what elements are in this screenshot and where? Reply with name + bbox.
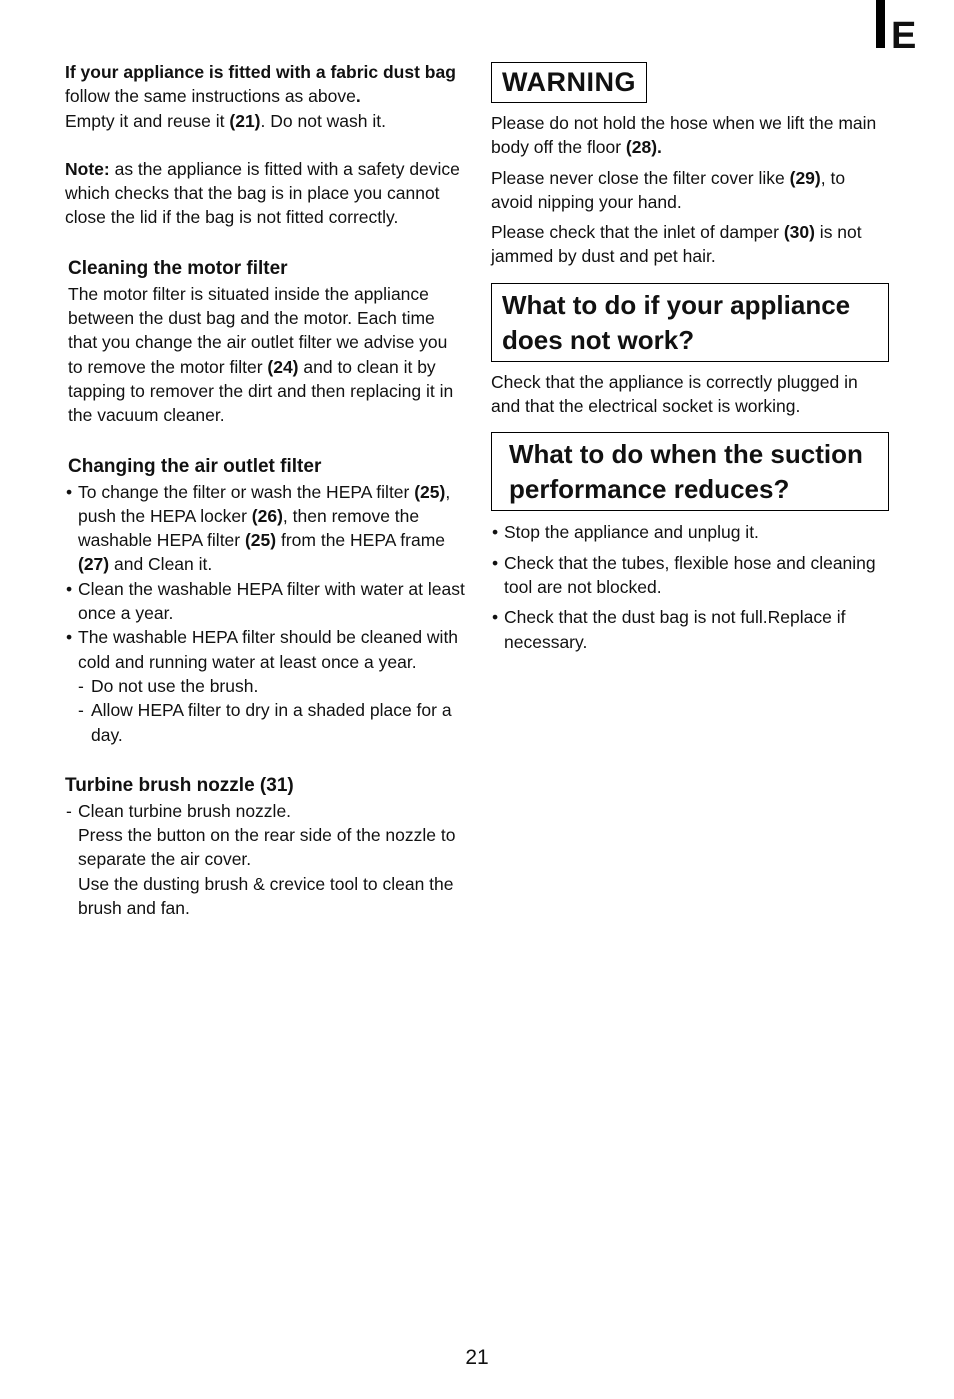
left-column	[65, 60, 465, 920]
fabric-bag-paragraph: If your appliance is fitted with a fabric dust bag follow the same instructions as above. Empty it and reuse it (21). Do not wash it.	[65, 62, 456, 131]
not-work-text: Check that the appliance is correctly plugged in and that the electrical socket is working.	[491, 371, 858, 417]
air-outlet-section	[65, 454, 465, 747]
section-tab-bar	[876, 0, 885, 48]
suction-list	[491, 520, 889, 653]
page-number: 21	[465, 1346, 489, 1369]
note-paragraph: Note: as the appliance is fitted with a safety device which checks that the bag is in place you cannot close the lid if the bag is not fitted correctly.	[65, 158, 460, 228]
list-item: • The washable HEPA filter should be cleaned with cold and running water at least once a year.	[65, 625, 465, 674]
motor-filter-section	[65, 256, 465, 428]
fabric-bag-bold: If your appliance is fitted with a fabric dust bag	[65, 62, 456, 82]
warning-paragraph-2: Please never close the filter cover like (29), to avoid nipping your hand.	[491, 167, 846, 212]
list-item: • To change the filter or wash the HEPA filter (25), push the HEPA locker (26), then remove the washable HEPA filter (25) from the HEPA frame (27) and Clean it.	[65, 480, 465, 577]
ref-30: (30)	[783, 222, 815, 243]
ref-24: (24)	[267, 356, 299, 377]
right-column	[491, 62, 889, 654]
turbine-text: - Clean turbine brush nozzle. Press the button on the rear side of the nozzle to separate the air cover. Use the dusting brush & crevice tool to clean the brush and fan.	[66, 800, 456, 919]
turbine-section	[65, 773, 465, 920]
turbine-heading: Turbine brush nozzle (31)	[65, 774, 294, 796]
motor-filter-heading: Cleaning the motor filter	[68, 257, 288, 279]
list-item: • Stop the appliance and unplug it.	[491, 520, 889, 544]
ref-21: (21)	[229, 110, 261, 131]
motor-filter-text: The motor filter is situated inside the appliance between the dust bag and the motor. Each time that you change the air outlet filter we advise you to remove the motor filter (24) and to clean it by tapping to remover the dirt and then replacing it in the vacuum cleaner.	[68, 283, 454, 426]
suction-heading: What to do when the suction performance reduces?	[491, 432, 889, 511]
warning-paragraph-1: Please do not hold the hose when we lift the main body off the floor (28).	[491, 113, 877, 158]
dash-item: - Allow HEPA filter to dry in a shaded place for a day.	[78, 700, 452, 745]
ref-28: (28).	[625, 137, 662, 158]
list-item: • Clean the washable HEPA filter with water at least once a year.	[65, 577, 465, 626]
warning-paragraph-3: Please check that the inlet of damper (30) is not jammed by dust and pet hair.	[491, 222, 862, 267]
air-outlet-list	[65, 480, 465, 674]
list-item: • Check that the dust bag is not full.Replace if necessary.	[491, 605, 889, 654]
ref-29: (29)	[789, 167, 821, 188]
dash-item: - Do not use the brush.	[78, 675, 259, 696]
not-work-heading: What to do if your appliance does not work?	[491, 283, 889, 362]
list-item: • Check that the tubes, flexible hose and cleaning tool are not blocked.	[491, 551, 889, 600]
air-outlet-heading: Changing the air outlet filter	[68, 455, 322, 477]
language-tab-letter: E	[891, 15, 917, 57]
warning-title: WARNING	[491, 62, 647, 103]
note-label: Note:	[65, 158, 110, 179]
